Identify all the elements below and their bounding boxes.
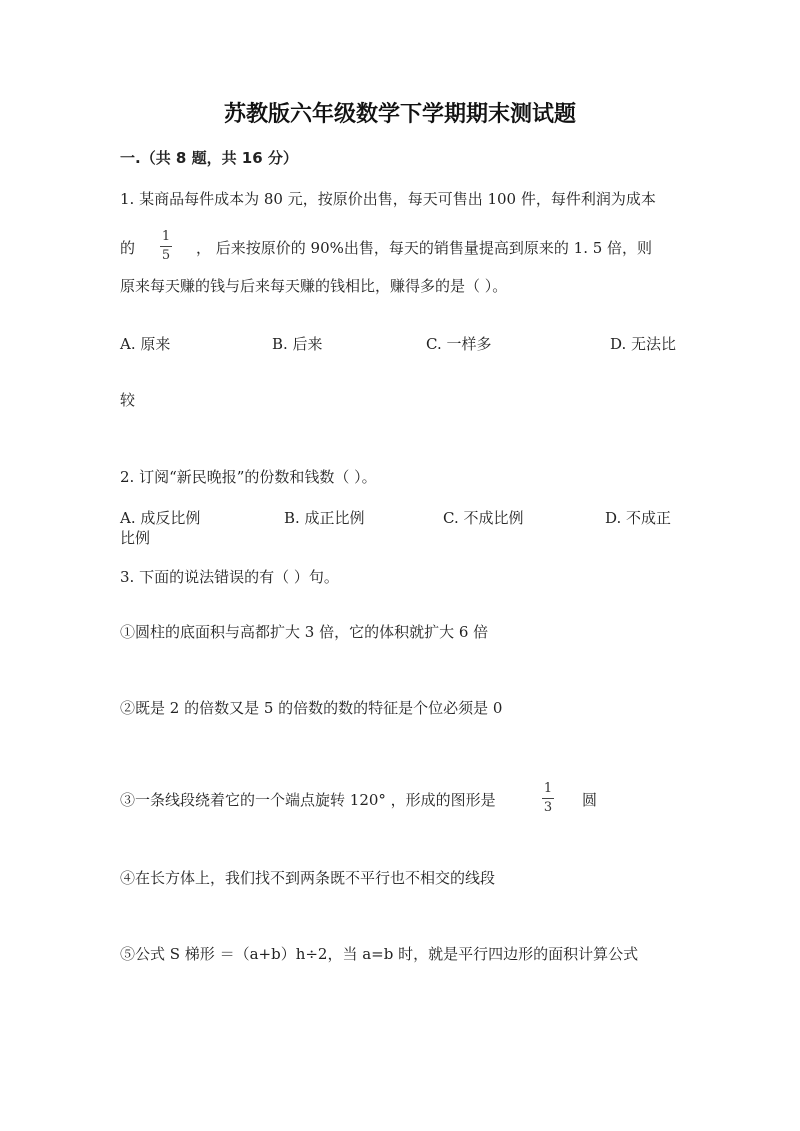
q1-option-d: D. 无法比: [610, 335, 677, 353]
q1-option-wrap: 较: [120, 391, 136, 409]
q1-option-c: C. 一样多: [426, 335, 492, 353]
q3-stem: 3. 下面的说法错误的有（ ）句。: [120, 568, 339, 586]
page-title: 苏教版六年级数学下学期期末测试题: [223, 102, 576, 127]
q1-line3: 原来每天赚的钱与后来每天赚的钱相比，赚得多的是（ ）。: [120, 277, 508, 295]
q2-option-a: A. 成反比例: [120, 509, 201, 527]
q2-stem: 2. 订阅“新民晚报”的份数和钱数（ ）。: [120, 468, 377, 486]
q1-line1: 1. 某商品每件成本为 80 元，按原价出售，每天可售出 100 件，每件利润为成本: [120, 190, 656, 208]
q2-option-wrap: 比例: [120, 529, 151, 547]
q3-fraction-bar: [542, 798, 554, 799]
q1-fraction-numerator: 1: [161, 229, 171, 244]
q3-statement-3: ③一条线段绕着它的一个端点旋转 120° ，形成的图形是: [120, 791, 496, 809]
q1-line2-start: 的: [120, 239, 136, 257]
q2-option-d: D. 不成正: [605, 509, 672, 527]
q3-statement-1: ①圆柱的底面积与高都扩大 3 倍，它的体积就扩大 6 倍: [120, 623, 489, 641]
q3-statement-5: ⑤公式 S 梯形 ＝（a+b）h÷2，当 a=b 时，就是平行四边形的面积计算公式: [120, 945, 639, 963]
q1-line2-end: ， 后来按原价的 90%出售，每天的销售量提高到原来的 1. 5 倍，则: [196, 239, 653, 257]
q1-fraction: [160, 230, 172, 263]
q1-option-b: B. 后来: [272, 335, 323, 353]
q3-statement-2: ②既是 2 的倍数又是 5 的倍数的数的特征是个位必须是 0: [120, 699, 503, 717]
section-heading: 一.（共 8 题，共 16 分）: [120, 149, 298, 167]
q3-fraction: [542, 782, 554, 815]
q3-fraction-denominator: 3: [543, 800, 553, 815]
q1-fraction-bar: [160, 246, 172, 247]
q1-option-a: A. 原来: [120, 335, 171, 353]
q1-fraction-denominator: 5: [161, 248, 171, 263]
q3-fraction-numerator: 1: [543, 781, 553, 796]
q2-option-b: B. 成正比例: [284, 509, 365, 527]
q2-option-c: C. 不成比例: [443, 509, 524, 527]
q3-statement-4: ④在长方体上，我们找不到两条既不平行也不相交的线段: [120, 869, 496, 887]
q3-statement-3-end: 圆: [582, 791, 598, 809]
